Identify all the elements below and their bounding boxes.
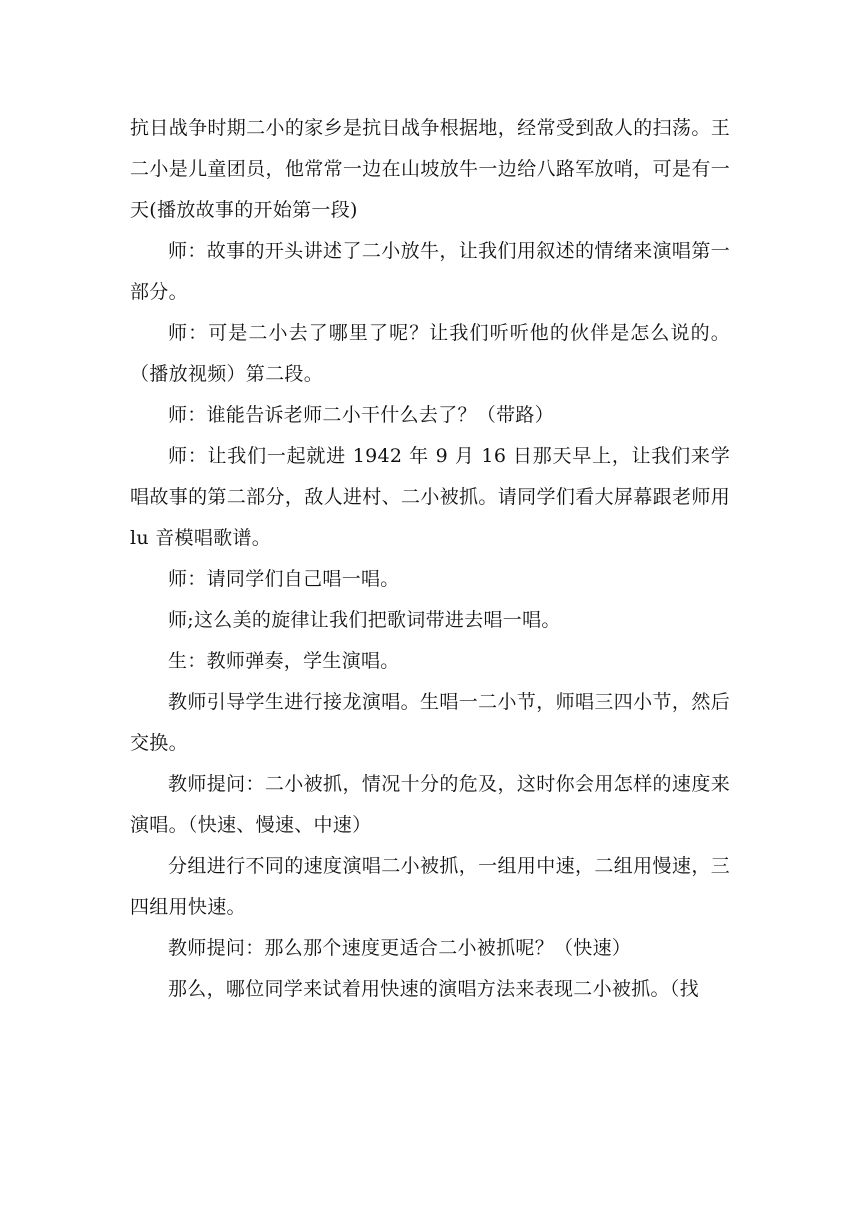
paragraph-teacher-second-part: 师：让我们一起就进 1942 年 9 月 16 日那天早上，让我们来学唱故事的第二部分，敌人进村、二小被抓。请同学们看大屏幕跟老师用 lu 音模唱歌谱。 [130, 445, 730, 549]
paragraph-student-sing: 生：教师弹奏，学生演唱。 [168, 650, 400, 672]
paragraph-volunteer: 那么，哪位同学来试着用快速的演唱方法来表现二小被抓。（找 [168, 978, 699, 1000]
paragraph-teacher-sing-self: 师：请同学们自己唱一唱。 [168, 568, 400, 590]
paragraph-teacher-first-part: 师：故事的开头讲述了二小放牛，让我们用叙述的情绪来演唱第一部分。 [130, 240, 730, 303]
paragraph-tempo-question: 教师提问：二小被抓，情况十分的危及，这时你会用怎样的速度来演唱。（快速、慢速、中速） [130, 773, 730, 836]
paragraph-teacher-where-went: 师：可是二小去了哪里了呢？让我们听听他的伙伴是怎么说的。（播放视频）第二段。 [130, 322, 730, 385]
paragraph-teacher-question: 师：谁能告诉老师二小干什么去了？（带路） [168, 404, 555, 426]
paragraph-best-tempo: 教师提问：那么那个速度更适合二小被抓呢？（快速） [168, 937, 632, 959]
paragraph-relay-singing: 教师引导学生进行接龙演唱。生唱一二小节，师唱三四小节，然后交换。 [130, 691, 730, 754]
document-body [130, 108, 730, 1010]
paragraph-group-tempo: 分组进行不同的速度演唱二小被抓，一组用中速，二组用慢速，三四组用快速。 [130, 855, 730, 918]
paragraph-teacher-lyrics: 师;这么美的旋律让我们把歌词带进去唱一唱。 [168, 609, 561, 631]
paragraph-story-intro: 抗日战争时期二小的家乡是抗日战争根据地，经常受到敌人的扫荡。王二小是儿童团员，他常常一边在山坡放牛一边给八路军放哨，可是有一天(播放故事的开始第一段) [130, 117, 730, 221]
